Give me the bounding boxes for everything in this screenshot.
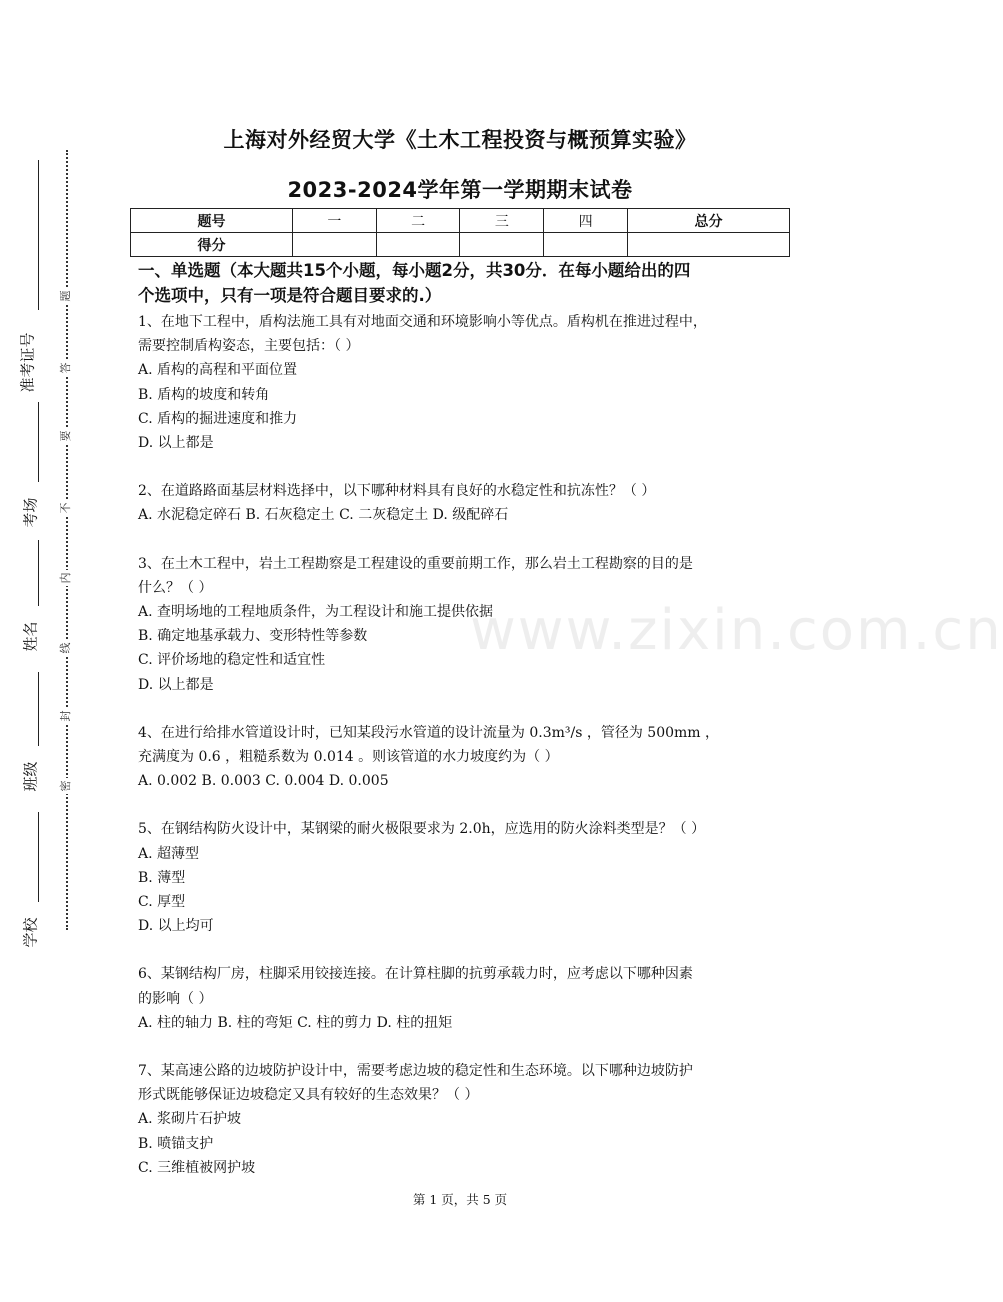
option-b: B. 薄型	[138, 869, 186, 886]
exam-room-blank-line	[38, 402, 39, 482]
score-entry-cell[interactable]	[292, 233, 376, 257]
option-c: C. 评价场地的稳定性和适宜性	[138, 652, 326, 669]
question-stem: 的影响（ ）	[138, 990, 213, 1007]
question-stem: 6、某钢结构厂房，柱脚采用铰接连接。在计算柱脚的抗剪承载力时，应考虑以下哪种因素	[138, 966, 693, 983]
question-2	[138, 479, 798, 527]
option-c: C. 三维植被网护坡	[138, 1159, 256, 1176]
label-name: 姓名	[21, 621, 40, 652]
seal-dotted-line	[66, 150, 68, 930]
option-a: A. 查明场地的工程地质条件，为工程设计和施工提供依据	[138, 604, 494, 621]
score-entry-cell[interactable]	[376, 233, 460, 257]
score-header-cell: 二	[376, 209, 460, 233]
score-entry-cell[interactable]	[460, 233, 544, 257]
question-stem: 充满度为 0.6 ，粗糙系数为 0.014 。则该管道的水力坡度约为（ ）	[138, 749, 559, 766]
option-c: C. 厚型	[138, 894, 186, 911]
score-header-cell: 四	[544, 209, 628, 233]
score-header-cell: 一	[292, 209, 376, 233]
score-header-cell: 三	[460, 209, 544, 233]
question-stem: 5、在钢结构防火设计中，某钢梁的耐火极限要求为 2.0h，应选用的防火涂料类型是？（ ）	[138, 821, 706, 838]
option-a: A. 浆砌片石护坡	[138, 1111, 242, 1128]
question-7	[138, 1059, 798, 1180]
score-table-header-row	[131, 209, 790, 233]
score-entry-cell[interactable]	[628, 233, 790, 257]
label-exam-room: 考场	[21, 497, 40, 528]
options-inline: A. 0.002 B. 0.003 C. 0.004 D. 0.005	[138, 773, 389, 790]
question-stem: 2、在道路路面基层材料选择中，以下哪种材料具有良好的水稳定性和抗冻性？（ ）	[138, 483, 656, 500]
option-a: A. 盾构的高程和平面位置	[138, 362, 298, 379]
class-blank-line	[38, 672, 39, 746]
seal-char: 不	[58, 500, 74, 516]
question-stem: 3、在土木工程中，岩土工程勘察是工程建设的重要前期工作，那么岩土工程勘察的目的是	[138, 555, 693, 572]
score-row-label: 得分	[131, 233, 293, 257]
page-number: 第 1 页，共 5 页	[412, 1192, 508, 1207]
option-d: D. 以上都是	[138, 435, 214, 452]
question-1	[138, 310, 798, 455]
label-class: 班级	[21, 761, 40, 792]
question-stem: 什么？（ ）	[138, 579, 213, 596]
question-4	[138, 721, 798, 794]
seal-char: 内	[58, 570, 74, 586]
question-5	[138, 817, 798, 938]
seal-char: 要	[58, 428, 74, 444]
question-stem: 7、某高速公路的边坡防护设计中，需要考虑边坡的稳定性和生态环境。以下哪种边坡防护	[138, 1063, 693, 1080]
exam-title-line2: 2023-2024学年第一学期期末试卷	[287, 178, 633, 202]
option-a: A. 超薄型	[138, 845, 200, 862]
question-3	[138, 552, 798, 697]
option-d: D. 以上均可	[138, 918, 214, 935]
watermark: www.zixin.com.cn	[470, 598, 1003, 663]
score-table-score-row	[131, 233, 790, 257]
options-inline: A. 水泥稳定碎石 B. 石灰稳定土 C. 二灰稳定土 D. 级配碎石	[138, 507, 509, 524]
question-stem: 1、在地下工程中，盾构法施工具有对地面交通和环境影响小等优点。盾构机在推进过程中，	[138, 314, 707, 330]
seal-char: 封	[58, 708, 74, 724]
section-heading-line: 个选项中，只有一项是符合题目要求的.）	[138, 286, 442, 305]
options-inline: A. 柱的轴力 B. 柱的弯矩 C. 柱的剪力 D. 柱的扭矩	[138, 1014, 453, 1031]
seal-char: 答	[58, 360, 74, 376]
option-c: C. 盾构的掘进速度和推力	[138, 410, 298, 427]
exam-content	[138, 258, 798, 1180]
option-b: B. 确定地基承载力、变形特性等参数	[138, 628, 368, 645]
option-d: D. 以上都是	[138, 676, 214, 693]
seal-char: 题	[58, 288, 74, 304]
seal-char: 密	[58, 778, 74, 794]
section-heading	[138, 258, 798, 308]
question-6	[138, 962, 798, 1035]
score-entry-cell[interactable]	[544, 233, 628, 257]
question-stem: 4、在进行给排水管道设计时，已知某段污水管道的设计流量为 0.3m³/s ，管径为 500mm ，	[138, 724, 720, 741]
name-blank-line	[38, 540, 39, 606]
label-school: 学校	[21, 917, 40, 948]
question-stem: 形式既能够保证边坡稳定又具有较好的生态效果？（ ）	[138, 1087, 479, 1104]
exam-title-line1: 上海对外经贸大学《土木工程投资与概预算实验》	[223, 128, 697, 152]
label-exam-number: 准考证号	[18, 332, 37, 393]
school-blank-line	[38, 812, 39, 902]
seal-char: 线	[58, 640, 74, 656]
score-header-cell: 题号	[131, 209, 293, 233]
question-stem: 需要控制盾构姿态，主要包括：（ ）	[138, 338, 360, 355]
section-heading-line: 一、单选题（本大题共15个小题，每小题2分，共30分．在每小题给出的四	[138, 261, 691, 280]
option-b: B. 喷锚支护	[138, 1135, 214, 1152]
score-header-cell: 总分	[628, 209, 790, 233]
score-table	[130, 208, 790, 257]
option-b: B. 盾构的坡度和转角	[138, 386, 270, 403]
